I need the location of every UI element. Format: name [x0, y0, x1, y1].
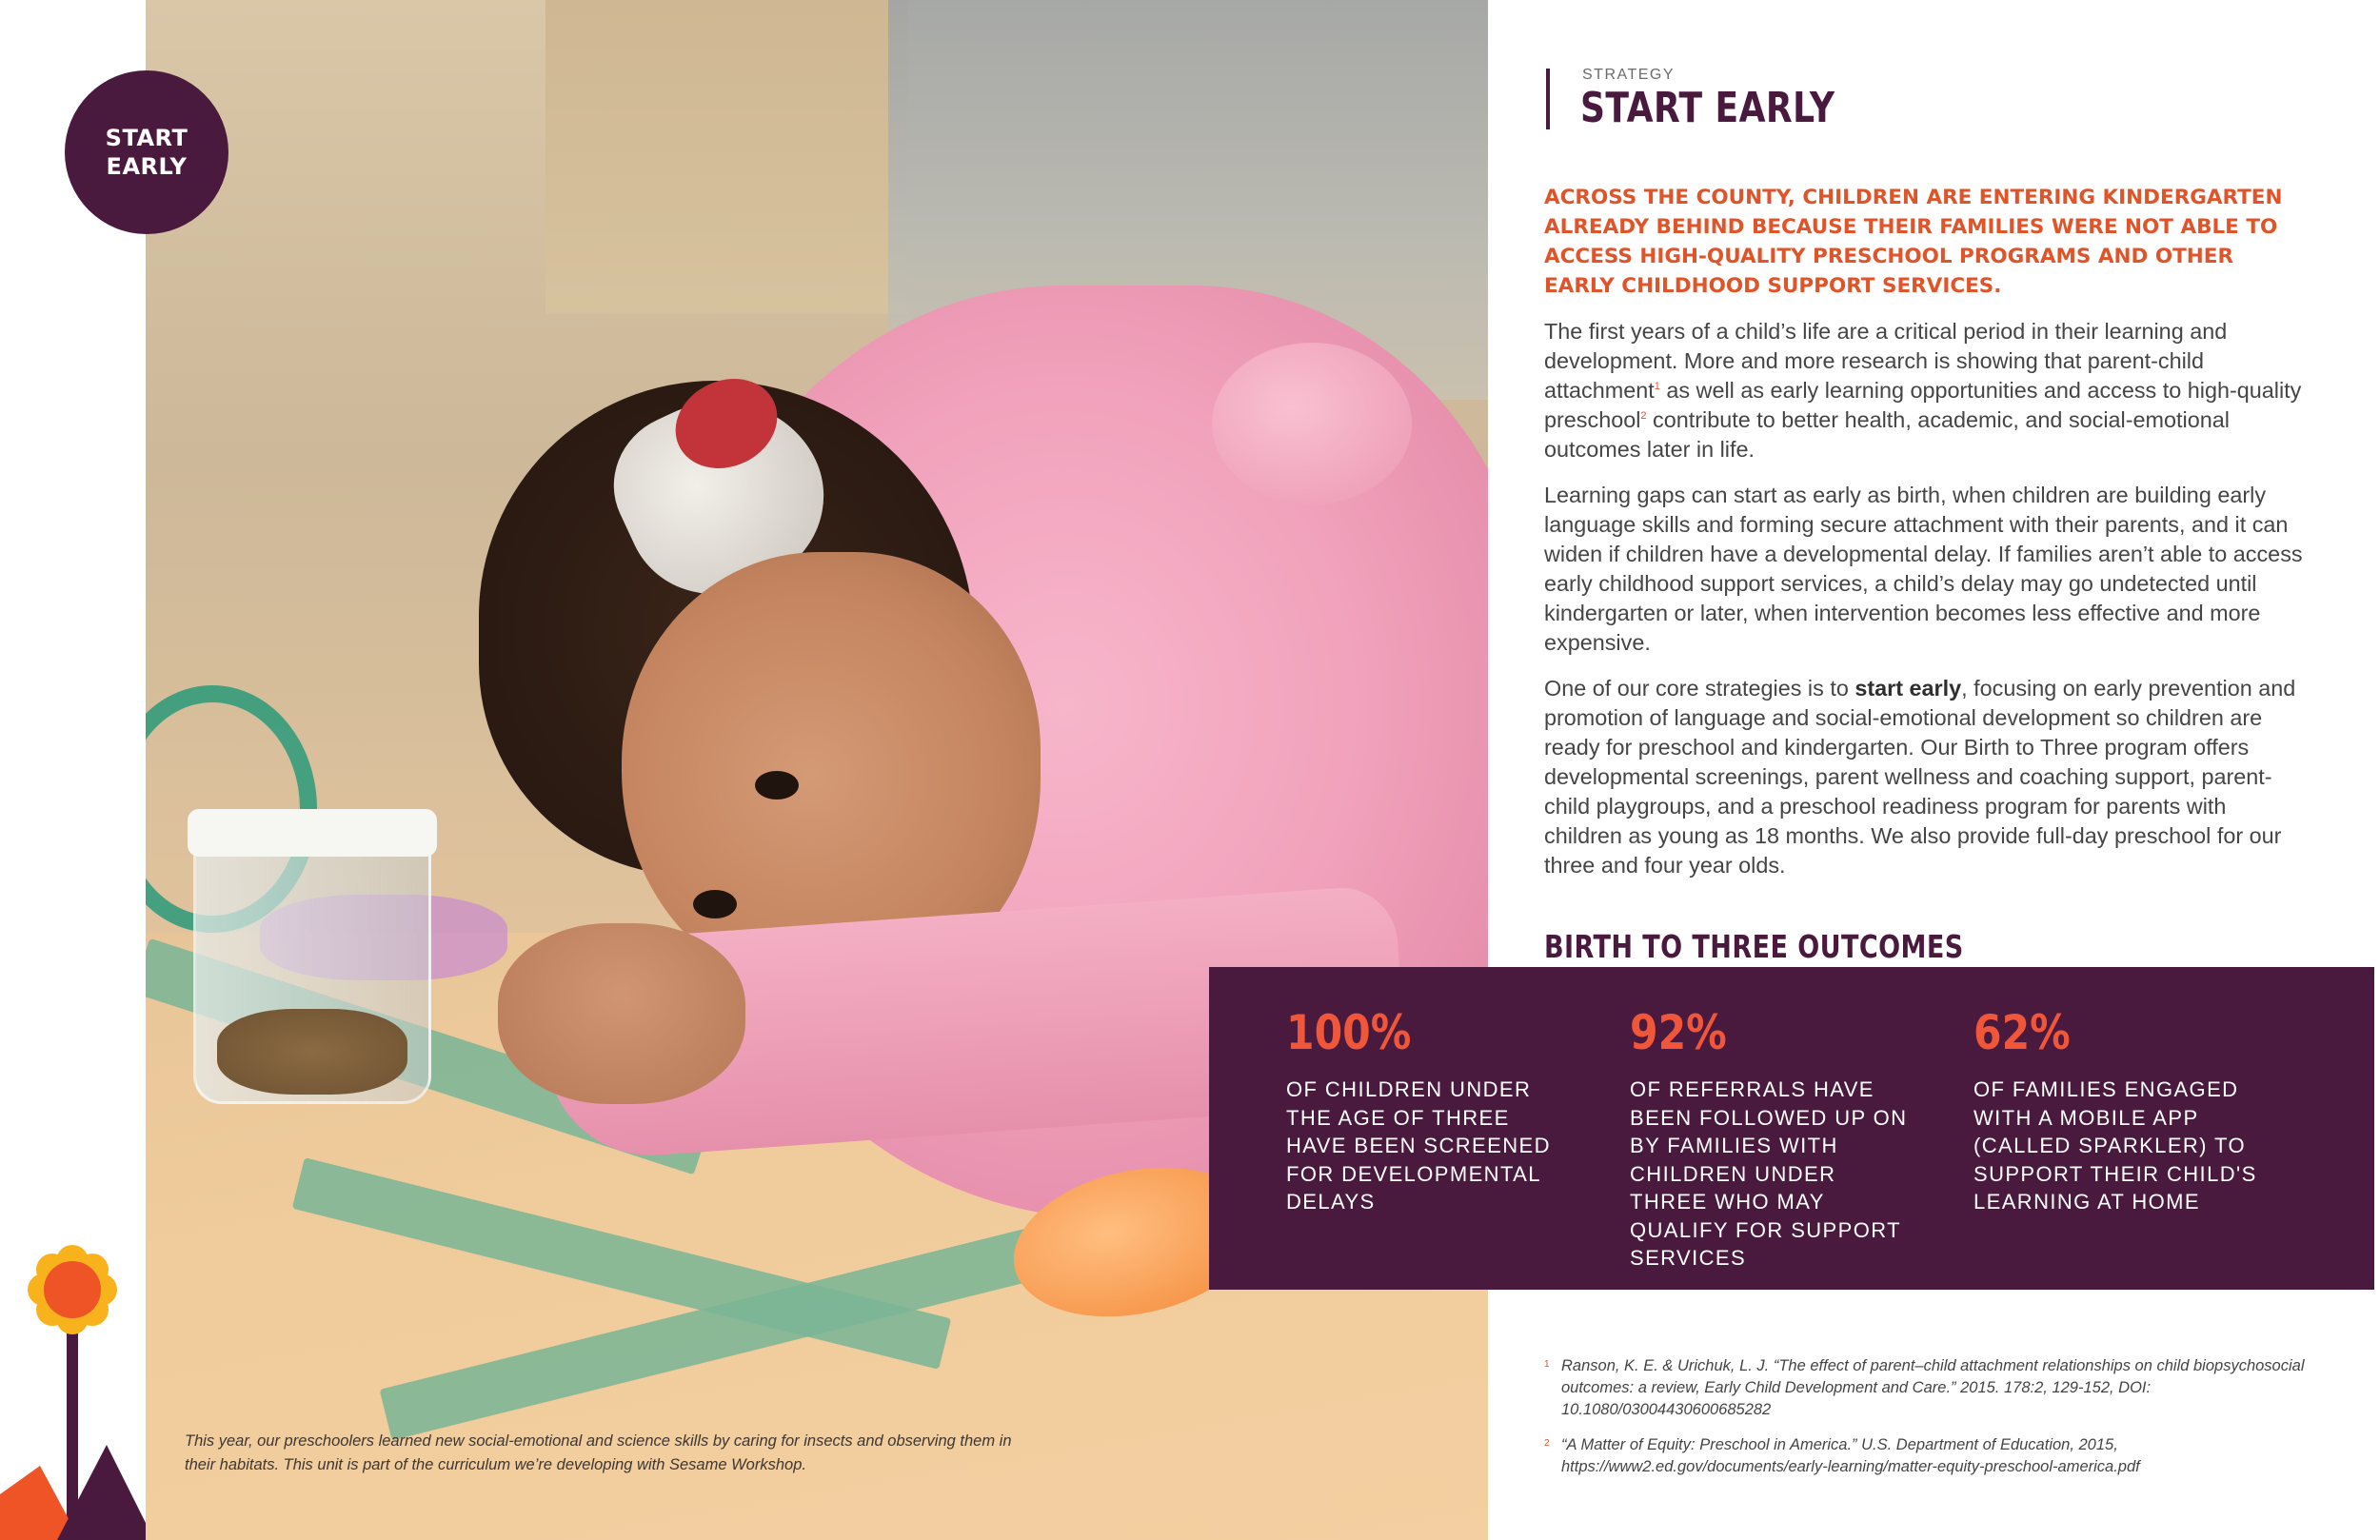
stat-referrals: [1630, 1005, 1915, 1273]
classroom-photo: [146, 0, 1488, 1540]
stat-value: 92%: [1630, 1005, 1727, 1060]
header-rule: [1546, 69, 1550, 129]
body-text-segment: One of our core strategies is to: [1544, 676, 1855, 701]
stat-label: OF REFERRALS HAVE BEEN FOLLOWED UP ON BY FAMILIES WITH CHILDREN UNDER THREE WHO MAY QUALIFY FOR SUPPORT SERVICES: [1630, 1077, 1908, 1270]
emphasis-start-early: start early: [1854, 676, 1962, 701]
stat-screened: [1286, 1005, 1572, 1216]
photo-hood-ear: [1212, 343, 1412, 504]
lead-paragraph: ACROSS THE COUNTY, CHILDREN ARE ENTERING KINDERGARTEN ALREADY BEHIND BECAUSE THEIR FAMILIES WERE NOT ABLE TO ACCESS HIGH-QUALITY PRESCHOOL PROGRAMS AND OTHER EARLY CHILDHOOD SUPPORT SERVICES.: [1544, 186, 2283, 298]
body-text-segment: contribute to better health, academic, and social-emotional outcomes later in life.: [1544, 407, 2230, 462]
outcomes-panel: [1209, 967, 2374, 1290]
stat-value: 100%: [1286, 1005, 1412, 1060]
footnotes: [1544, 1355, 2306, 1491]
photo-cup-soil: [217, 1009, 407, 1095]
footnote-number: 1: [1544, 1359, 1550, 1370]
badge-line: START: [105, 125, 188, 151]
photo-caption: This year, our preschoolers learned new social-emotional and science skills by caring for insects and observing them in their habitats. This unit is part of the curriculum we’re developing with Sesame Workshop.: [185, 1432, 1012, 1473]
photo-cup-lid: [188, 809, 437, 857]
footnote-ref-2: 2: [1640, 410, 1647, 423]
body-text-segment: , focusing on early prevention and promotion of language and social-emotional development so children are ready for preschool and kindergarten. Our Birth to Three program offers developmental screenings, parent wellness and coaching support, parent-child playgroups, and a preschool readiness program for parents with children as young as 18 months. We also provide full-day preschool for our three and four year olds.: [1544, 676, 2296, 878]
section-kicker: STRATEGY: [1582, 67, 1676, 83]
body-paragraph-3: [1544, 674, 2306, 880]
body-text-segment: as well as early learning opportunities and access to high-quality preschool: [1544, 378, 2302, 432]
photo-background-wall: [545, 0, 907, 314]
body-text-segment: The first years of a child’s life are a critical period in their learning and development. More and more research is showing that parent-child attachment: [1544, 319, 2228, 403]
footnote-1: [1544, 1355, 2306, 1421]
footnote-number: 2: [1544, 1438, 1550, 1449]
footnote-text: Ranson, K. E. & Urichuk, L. J. “The effect of parent–child attachment relationships on child biopsychosocial outcomes: a review, Early Child Development and Care.” 2015. 178:2, 129-152, DOI: 10.1080/03004430600685282: [1561, 1357, 2305, 1418]
body-paragraph-2: Learning gaps can start as early as birth, when children are building early language skills and forming secure attachment with their parents, and it can widen if children have a developmental delay. If families aren’t able to access early childhood support services, a child’s delay may go undetected until kindergarten or later, when intervention becomes less effective and more expensive.: [1544, 483, 2303, 655]
body-paragraph-1: [1544, 317, 2306, 464]
footnote-ref-1: 1: [1654, 381, 1660, 393]
badge-line: EARLY: [106, 153, 188, 180]
outcomes-heading: BIRTH TO THREE OUTCOMES: [1544, 928, 1964, 965]
footnote-2: [1544, 1434, 2306, 1478]
photo-hand: [498, 923, 745, 1104]
page-title: START EARLY: [1580, 84, 1835, 132]
photo-eye: [755, 771, 799, 800]
flower-illustration: [0, 1237, 146, 1540]
section-badge: [65, 70, 228, 234]
photo-eye: [693, 890, 737, 918]
footnote-text: “A Matter of Equity: Preschool in America.” U.S. Department of Education, 2015, https://www2.ed.gov/documents/early-learning/matter-equity-preschool-america.pdf: [1561, 1436, 2140, 1475]
stat-label: OF CHILDREN UNDER THE AGE OF THREE HAVE BEEN SCREENED FOR DEVELOPMENTAL DELAYS: [1286, 1077, 1551, 1214]
stat-mobile-app: [1973, 1005, 2259, 1216]
stat-value: 62%: [1973, 1005, 2071, 1060]
stat-label: OF FAMILIES ENGAGED WITH A MOBILE APP (CALLED SPARKLER) TO SUPPORT THEIR CHILD'S LEARNING AT HOME: [1973, 1077, 2257, 1214]
